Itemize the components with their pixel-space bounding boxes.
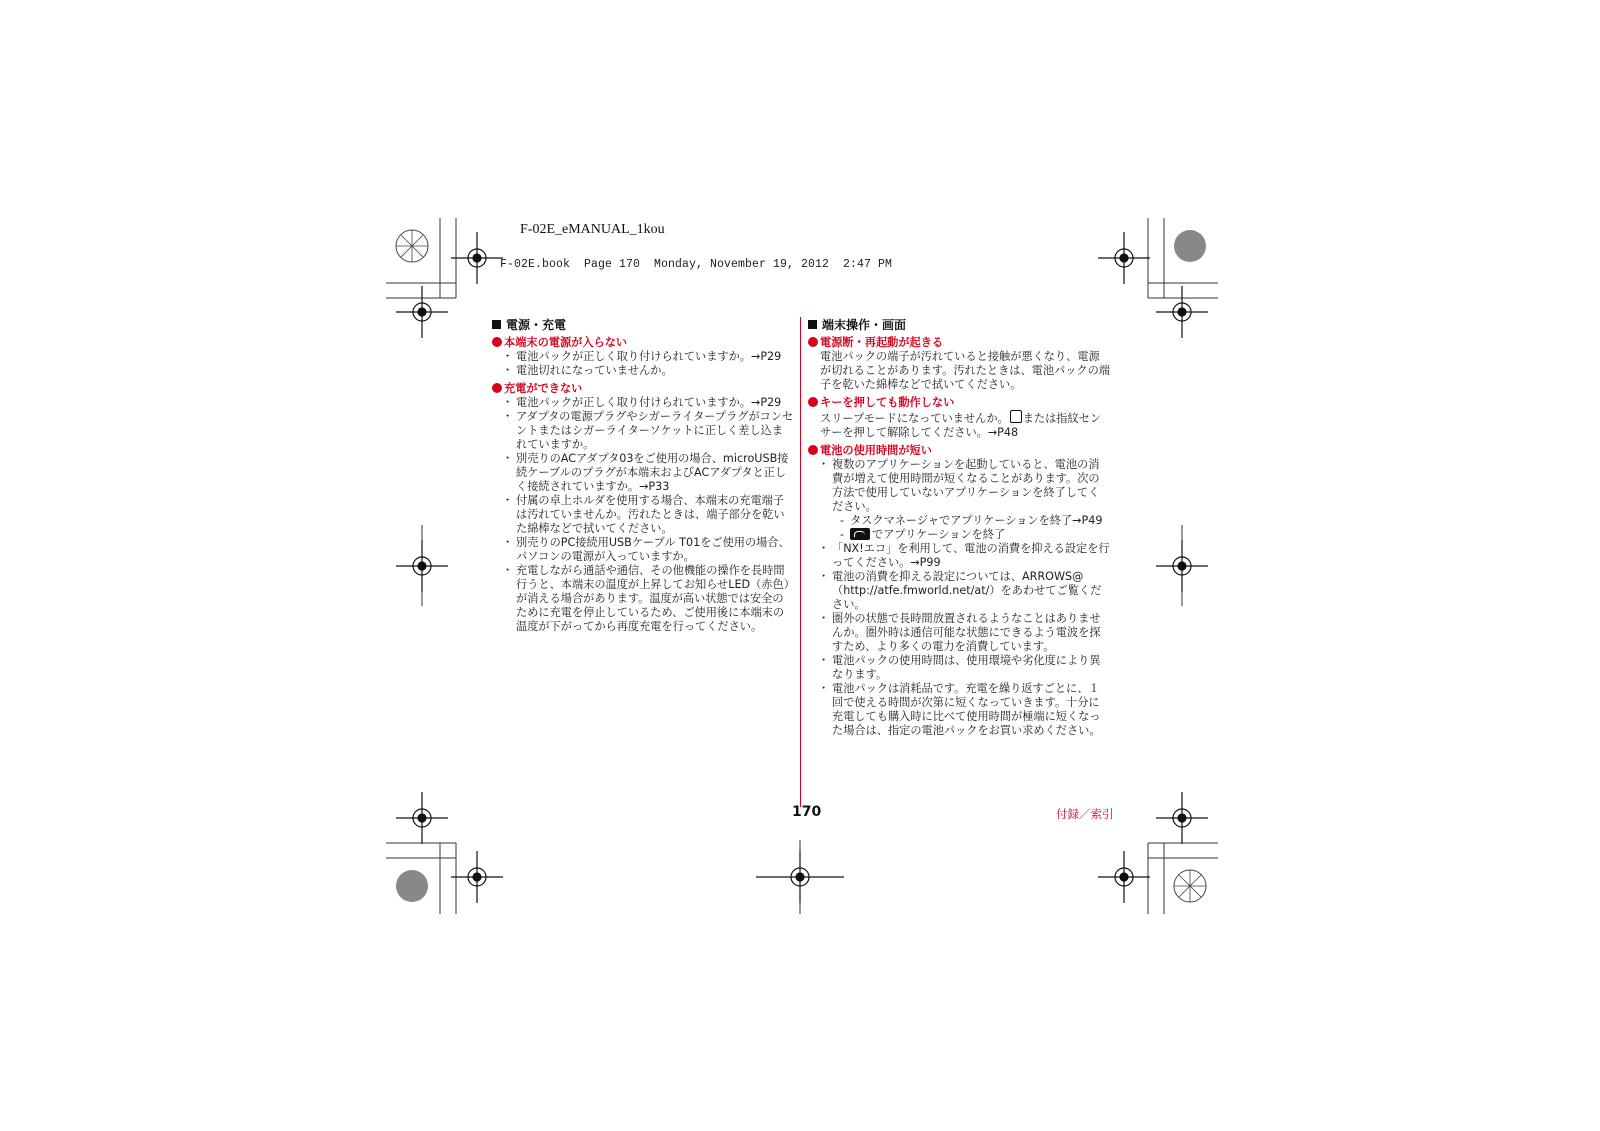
page-number: 170	[792, 804, 822, 820]
section-title: 端末操作・画面	[822, 318, 907, 332]
list-item: ・ アダプタの電源プラグやシガーライタープラグがコンセントまたはシガーライターソケットに正しく差し込まれていますか。	[504, 410, 794, 452]
topic-title-text: キーを押しても動作しない	[820, 396, 955, 409]
red-dot-icon	[808, 397, 818, 407]
list-item: ・ 電池パックが正しく取り付けられていますか。→P29	[504, 350, 794, 364]
bullet-list	[492, 396, 794, 634]
list-item: ・ 充電しながら通話や通信、その他機能の操作を長時間行うと、本端末の温度が上昇してお知らせLED（赤色）が消える場合があります。温度が高い状態では安全のために充電を停止しているため、ご使用後に本端末の温度が下がってから再度充電を行ってください。	[504, 564, 794, 634]
topic-title-text: 本端末の電源が入らない	[504, 336, 628, 349]
document-filename: F-02E_eMANUAL_1kou	[520, 222, 665, 237]
back-key-icon	[850, 528, 870, 540]
list-item: ・ 「NX!エコ」を利用して、電池の消費を抑える設定を行ってください。→P99	[820, 542, 1110, 570]
section-heading	[808, 318, 1110, 332]
list-item: ・ 電池切れになっていませんか。	[504, 364, 794, 378]
book-info-line: F-02E.book Page 170 Monday, November 19, 2012 2:47 PM	[500, 258, 893, 271]
topic-title-text: 電源断・再起動が起きる	[820, 336, 944, 349]
section-index-link[interactable]: 付録／索引	[1056, 807, 1114, 821]
topic-title	[808, 336, 1110, 350]
red-dot-icon	[492, 383, 502, 393]
list-item: ・ 別売りのPC接続用USBケーブル T01をご使用の場合、パソコンの電源が入っていますか。	[504, 536, 794, 564]
list-item-text: 複数のアプリケーションを起動していると、電池の消費が増えて使用時間が短くなることがあります。次の方法で使用していないアプリケーションを終了してください。	[832, 458, 1100, 513]
red-dot-icon	[808, 337, 818, 347]
topic-paragraph	[808, 410, 1110, 440]
list-item: ・ 圏外の状態で長時間放置されるようなことはありませんか。圏外時は通信可能な状態にできるよう電波を探すため、より多くの電力を消費しています。	[820, 612, 1110, 654]
dash-item-text: でアプリケーションを終了	[872, 528, 1006, 541]
left-column	[492, 318, 794, 638]
section-heading	[492, 318, 794, 332]
bullet-list	[808, 458, 1110, 738]
list-item: ・ 付属の卓上ホルダを使用する場合、本端末の充電端子は汚れていませんか。汚れたときは、端子部分を乾いた綿棒などで拭いてください。	[504, 494, 794, 536]
list-item: ・ 別売りのACアダプタ03をご使用の場合、microUSB接続ケーブルのプラグが本端末およびACアダプタと正しく接続されていますか。→P33	[504, 452, 794, 494]
list-item: ・ 電池パックは消耗品です。充電を繰り返すごとに、１回で使える時間が次第に短くなっていきます。十分に充電しても購入時に比べて使用時間が極端に短くなった場合は、指定の電池パックをお買い求めください。	[820, 682, 1110, 738]
right-column	[808, 318, 1110, 742]
list-item	[820, 458, 1110, 542]
topic-paragraph: 電池パックの端子が汚れていると接触が悪くなり、電源が切れることがあります。汚れたときは、電池パックの端子を乾いた綿棒などで拭いてください。	[820, 350, 1110, 391]
topic-title-text: 電池の使用時間が短い	[820, 444, 932, 457]
dash-list	[832, 514, 1110, 542]
topic-title	[808, 444, 1110, 458]
topic-title	[808, 396, 1110, 410]
list-item: ・ 電池パックの使用時間は、使用環境や劣化度により異なります。	[820, 654, 1110, 682]
square-bullet-icon	[492, 320, 501, 329]
power-key-icon	[1010, 410, 1022, 423]
list-item: ・ 電池の消費を抑える設定については、ARROWS@（http://atfe.fmworld.net/at/）をあわせてご覧ください。	[820, 570, 1110, 612]
column-divider	[800, 317, 801, 807]
paragraph-text: スリープモードになっていませんか。	[820, 412, 1009, 425]
topic-title-text: 充電ができない	[504, 382, 583, 395]
dash-item	[840, 528, 1110, 542]
section-title: 電源・充電	[506, 318, 567, 332]
paragraph-text: または指紋センサーを押して解除してください。→P48	[820, 412, 1102, 439]
bullet-list	[492, 350, 794, 378]
red-dot-icon	[492, 337, 502, 347]
dash-item: - タスクマネージャでアプリケーションを終了→P49	[840, 514, 1110, 528]
topic-title	[492, 382, 794, 396]
red-dot-icon	[808, 445, 818, 455]
topic-title	[492, 336, 794, 350]
list-item: ・ 電池パックが正しく取り付けられていますか。→P29	[504, 396, 794, 410]
square-bullet-icon	[808, 320, 817, 329]
